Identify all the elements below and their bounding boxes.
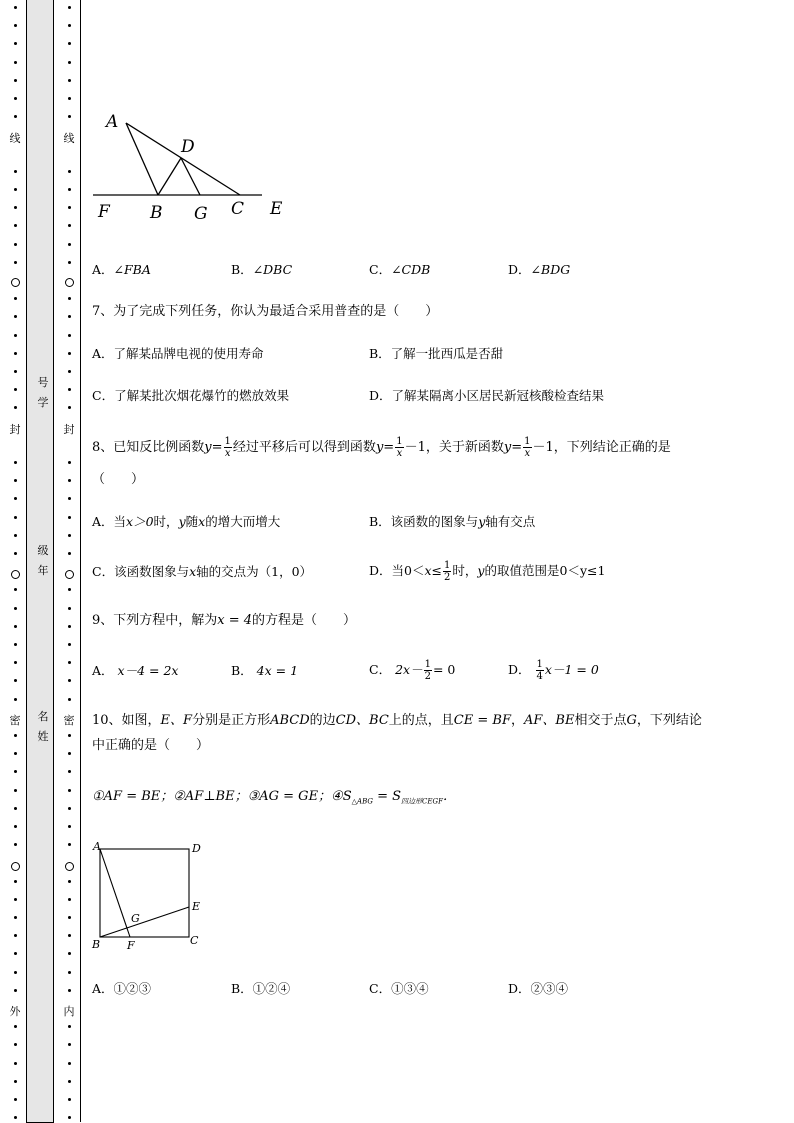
binding-dot: [14, 1098, 17, 1101]
binding-dot: [14, 61, 17, 64]
binding-dot: [14, 24, 17, 27]
binding-dot: [68, 115, 71, 118]
binding-dot: [68, 698, 71, 701]
binding-dot: [14, 898, 17, 901]
q6-option-b[interactable]: [231, 262, 292, 278]
point-label-g: G: [194, 204, 208, 224]
binding-dot: [68, 843, 71, 846]
equals: =: [383, 440, 395, 455]
text: 经过平移后可以得到函数: [232, 440, 376, 455]
binding-dot: [14, 188, 17, 191]
binding-dot: [14, 643, 17, 646]
binding-dot: [14, 916, 17, 919]
field-label-nian: 年: [37, 564, 49, 577]
equals: =: [511, 440, 523, 455]
binding-dot: [68, 206, 71, 209]
binding-dot: [14, 679, 17, 682]
var-y: y: [375, 440, 384, 455]
binding-dot: [14, 388, 17, 391]
binding-dot: [14, 734, 17, 737]
margin-circle: [65, 570, 74, 579]
binding-dot: [14, 79, 17, 82]
binding-dot: [68, 934, 71, 937]
binding-dot: [14, 880, 17, 883]
binding-dot: [14, 243, 17, 246]
binding-dot: [14, 497, 17, 500]
q7-option-a[interactable]: A．了解某品牌电视的使用寿命: [92, 346, 264, 361]
q6-option-c[interactable]: [369, 262, 430, 278]
binding-dot: [68, 388, 71, 391]
q8-paren: （ ）: [92, 472, 145, 487]
q8-option-a[interactable]: A．当x＞0时，y随x的增大而增大: [92, 514, 281, 529]
option-text: ∠CDB: [391, 262, 431, 277]
binding-dot: [14, 461, 17, 464]
binding-dot: [14, 789, 17, 792]
margin-label-xian-inner: 线: [63, 132, 75, 145]
margin-border-line: [80, 0, 81, 1122]
binding-dot: [14, 752, 17, 755]
binding-dot: [68, 534, 71, 537]
student-info-strip: [26, 0, 54, 1123]
binding-dot: [68, 989, 71, 992]
q9-option-b[interactable]: B． 4x = 1: [231, 663, 299, 678]
margin-label-wai: 外: [9, 1005, 21, 1018]
binding-dot: [68, 752, 71, 755]
margin-label-xian: 线: [9, 132, 21, 145]
margin-circle: [11, 862, 20, 871]
field-label-ji: 级: [37, 544, 49, 557]
binding-dot: [14, 807, 17, 810]
margin-label-mi: 密: [9, 714, 21, 727]
binding-dot: [68, 916, 71, 919]
binding-dot: [14, 534, 17, 537]
binding-dot: [14, 97, 17, 100]
q9-stem: 9、下列方程中，解为x = 4的方程是（ ）: [92, 613, 357, 628]
q10-conclusions: ①AF = BE；②AF⊥BE；③AG = GE；$④S_{\triangle ABG} = S_{四边形CEGF}$．: [92, 789, 456, 806]
q7-option-d[interactable]: D．了解某隔离小区居民新冠核酸检查结果: [369, 388, 605, 403]
binding-dot: [68, 1098, 71, 1101]
point-label-c: C: [190, 934, 199, 947]
binding-dot: [14, 406, 17, 409]
binding-dot: [14, 6, 17, 9]
binding-dot: [14, 607, 17, 610]
binding-dot: [14, 1043, 17, 1046]
fraction-1-over-x: $\frac{1}{x}$: [396, 436, 403, 459]
binding-dot: [68, 898, 71, 901]
q7-option-c[interactable]: C．了解某批次烟花爆竹的燃放效果: [92, 388, 290, 403]
binding-dot: [68, 497, 71, 500]
point-label-f: F: [98, 202, 110, 222]
fraction-one-half: $\frac{1}{2}$: [444, 560, 451, 583]
q10-stem: 10、如图，E、F分别是正方形ABCD的边CD、BC上的点，且CE = BF，AF、BE相交于点G，下列结论: [92, 713, 702, 728]
binding-dot: [14, 170, 17, 173]
binding-dot: [14, 115, 17, 118]
point-label-b: B: [150, 203, 163, 223]
q8-stem: [92, 436, 671, 459]
q8-option-d[interactable]: D．当0＜x≤ $\frac{1}{2}$ 时，y的取值范围是0＜y≤1: [369, 560, 606, 583]
q6-option-a[interactable]: [92, 262, 151, 278]
binding-dot: [68, 42, 71, 45]
binding-dot: [68, 1080, 71, 1083]
q10-option-d[interactable]: D．②③④: [508, 981, 569, 996]
binding-dot: [14, 770, 17, 773]
binding-dot: [68, 734, 71, 737]
binding-dot: [68, 1116, 71, 1119]
point-label-a: A: [106, 112, 119, 132]
binding-dot: [14, 334, 17, 337]
option-letter: B．: [231, 262, 253, 277]
binding-dot: [14, 206, 17, 209]
text: ，关于新函数: [425, 440, 504, 455]
binding-dot: [14, 698, 17, 701]
binding-dot: [14, 479, 17, 482]
option-letter: D．: [508, 262, 531, 277]
equals: =: [211, 440, 223, 455]
binding-dot: [14, 42, 17, 45]
binding-dot: [68, 1025, 71, 1028]
option-text: ∠BDG: [530, 262, 571, 277]
binding-dot: [14, 315, 17, 318]
binding-dot: [14, 825, 17, 828]
binding-dot: [68, 643, 71, 646]
figure-angle-diagram: [90, 108, 300, 226]
binding-dot: [68, 1062, 71, 1065]
option-text: ∠DBC: [252, 262, 293, 277]
q6-option-d[interactable]: [508, 262, 570, 278]
figure-square-abcd: [90, 838, 210, 954]
binding-dot: [68, 880, 71, 883]
q10-option-a[interactable]: A．①②③: [92, 981, 152, 996]
binding-dot: [14, 661, 17, 664]
margin-label-feng-inner: 封: [63, 423, 75, 436]
binding-dot: [68, 224, 71, 227]
binding-dot: [14, 352, 17, 355]
binding-dot: [68, 261, 71, 264]
binding-dot: [68, 479, 71, 482]
margin-circle: [65, 278, 74, 287]
binding-dot: [68, 1043, 71, 1046]
binding-dot: [14, 297, 17, 300]
field-label-ming: 名: [37, 710, 49, 723]
binding-dot: [14, 843, 17, 846]
binding-dot: [68, 6, 71, 9]
binding-dot: [68, 807, 71, 810]
binding-dot: [68, 97, 71, 100]
binding-dot: [68, 607, 71, 610]
binding-dot: [68, 370, 71, 373]
binding-dot: [68, 315, 71, 318]
field-label-hao: 号: [37, 376, 49, 389]
var-y: y: [503, 440, 512, 455]
q7-option-b[interactable]: B．了解一批西瓜是否甜: [369, 346, 504, 361]
binding-dot: [68, 188, 71, 191]
point-label-g: G: [131, 912, 140, 925]
point-label-d: D: [181, 137, 195, 157]
binding-dot: [68, 243, 71, 246]
binding-dot: [14, 1025, 17, 1028]
q8-option-b[interactable]: B．该函数的图象与y轴有交点: [369, 514, 536, 529]
margin-circle: [65, 862, 74, 871]
binding-dot: [68, 661, 71, 664]
binding-dot: [14, 952, 17, 955]
binding-dot: [14, 370, 17, 373]
margin-label-nei: 内: [63, 1005, 75, 1018]
binding-dot: [14, 1116, 17, 1119]
binding-dot: [68, 825, 71, 828]
binding-dot: [14, 552, 17, 555]
var-y: y: [204, 440, 212, 455]
fraction-one-quarter: $\frac{1}{4}$: [536, 659, 543, 682]
margin-label-feng: 封: [9, 423, 21, 436]
field-label-xing: 姓: [37, 730, 49, 743]
fraction-1-over-x: $\frac{1}{x}$: [524, 436, 531, 459]
binding-dot: [68, 770, 71, 773]
binding-dot: [14, 516, 17, 519]
binding-dot: [68, 552, 71, 555]
q10-stem-line2: 中正确的是（ ）: [92, 738, 210, 753]
minus-one: －1: [532, 440, 554, 455]
binding-dot: [14, 261, 17, 264]
margin-circle: [11, 278, 20, 287]
binding-dot: [68, 406, 71, 409]
binding-dot: [68, 516, 71, 519]
q9-option-c[interactable]: C． 2x－ $\frac{1}{2}$ = 0: [369, 659, 456, 682]
option-letter: C．: [369, 262, 392, 277]
text: 8、已知反比例函数: [92, 440, 205, 455]
q10-option-c[interactable]: C．①③④: [369, 981, 429, 996]
binding-dot: [68, 461, 71, 464]
point-label-b: B: [92, 938, 101, 951]
binding-dot: [68, 24, 71, 27]
binding-dot: [14, 588, 17, 591]
margin-circle: [11, 570, 20, 579]
binding-dot: [14, 1080, 17, 1083]
point-label-d: D: [192, 842, 201, 855]
binding-dot: [68, 789, 71, 792]
q9-option-d[interactable]: D． $\frac{1}{4}$ x－1 = 0: [508, 659, 599, 682]
binding-dot: [68, 170, 71, 173]
binding-dot: [68, 79, 71, 82]
fraction-one-half: $\frac{1}{2}$: [424, 659, 431, 682]
option-text: ∠FBA: [113, 262, 151, 277]
margin-label-mi-inner: 密: [63, 714, 75, 727]
binding-dot: [14, 625, 17, 628]
binding-dot: [14, 934, 17, 937]
point-label-f: F: [127, 939, 135, 952]
binding-dot: [68, 588, 71, 591]
text: ，下列结论正确的是: [553, 440, 671, 455]
point-label-a: A: [93, 840, 101, 853]
field-label-xue: 学: [37, 396, 49, 409]
binding-dot: [68, 952, 71, 955]
binding-dot: [68, 625, 71, 628]
fraction-1-over-x: $\frac{1}{x}$: [224, 436, 231, 459]
binding-dot: [68, 297, 71, 300]
binding-dot: [68, 61, 71, 64]
binding-dot: [14, 1062, 17, 1065]
q8-option-c[interactable]: C．该函数图象与x轴的交点为（1，0）: [92, 564, 313, 579]
q9-option-a[interactable]: A． x－4 = 2x: [92, 663, 179, 678]
binding-dot: [68, 352, 71, 355]
point-label-e: E: [192, 900, 201, 913]
binding-dot: [68, 971, 71, 974]
q7-stem: 7、为了完成下列任务，你认为最适合采用普查的是（ ）: [92, 304, 439, 319]
binding-dot: [68, 679, 71, 682]
option-letter: A．: [92, 262, 114, 277]
binding-dot: [14, 989, 17, 992]
binding-dot: [14, 224, 17, 227]
point-label-c: C: [231, 199, 245, 219]
point-label-e: E: [270, 199, 283, 219]
q10-option-b[interactable]: B．①②④: [231, 981, 291, 996]
minus-one: －1: [404, 440, 426, 455]
binding-dot: [14, 971, 17, 974]
binding-dot: [68, 334, 71, 337]
